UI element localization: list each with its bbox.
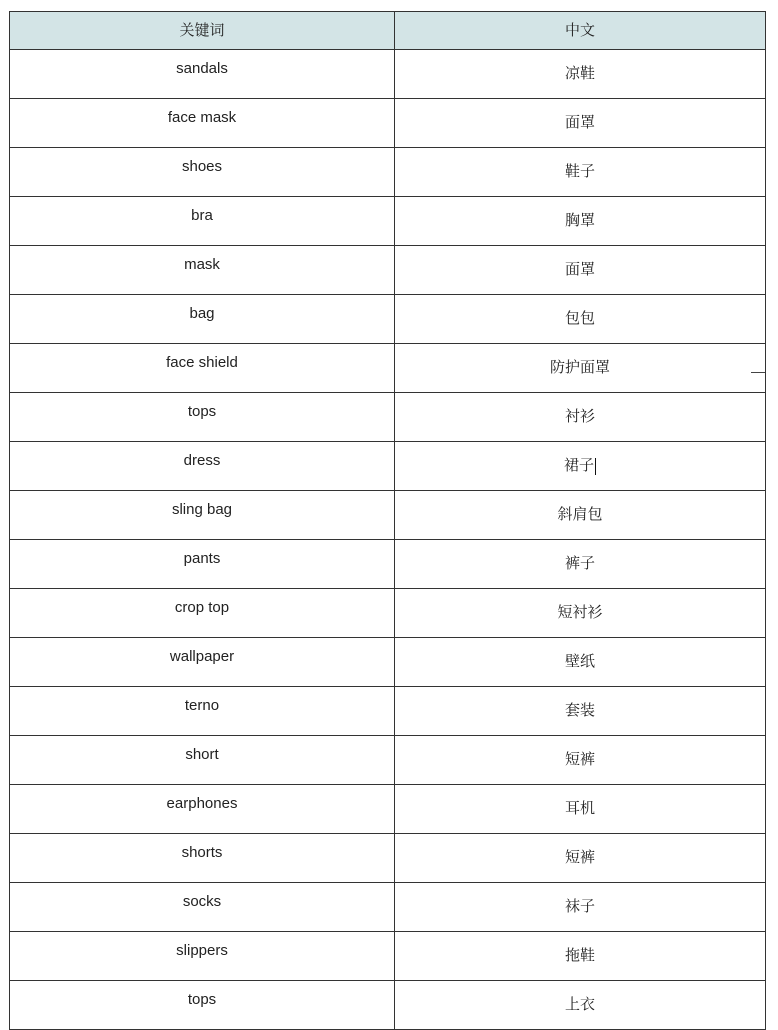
- cell-chinese[interactable]: 包包: [395, 295, 766, 344]
- header-chinese[interactable]: 中文: [395, 12, 766, 50]
- cell-chinese[interactable]: 短裤: [395, 834, 766, 883]
- cell-keyword[interactable]: mask: [10, 246, 395, 295]
- cell-keyword[interactable]: sling bag: [10, 491, 395, 540]
- cell-chinese[interactable]: 裤子: [395, 540, 766, 589]
- header-keyword[interactable]: 关键词: [10, 12, 395, 50]
- cell-keyword[interactable]: wallpaper: [10, 638, 395, 687]
- cell-chinese[interactable]: 短衬衫: [395, 589, 766, 638]
- cell-keyword[interactable]: face mask: [10, 99, 395, 148]
- cell-keyword[interactable]: bra: [10, 197, 395, 246]
- cell-chinese[interactable]: 套装: [395, 687, 766, 736]
- cell-chinese[interactable]: 凉鞋: [395, 50, 766, 99]
- cell-keyword[interactable]: short: [10, 736, 395, 785]
- table-row: [10, 540, 766, 589]
- cell-chinese[interactable]: 鞋子: [395, 148, 766, 197]
- text-cursor: [595, 458, 596, 475]
- table-row: [10, 344, 766, 393]
- cell-chinese[interactable]: 拖鞋: [395, 932, 766, 981]
- table-row: [10, 148, 766, 197]
- cell-chinese-active[interactable]: [395, 442, 766, 491]
- cell-keyword[interactable]: shorts: [10, 834, 395, 883]
- table-row: [10, 393, 766, 442]
- table-row: [10, 50, 766, 99]
- keyword-table: [9, 11, 766, 1030]
- table-header-row: [10, 12, 766, 50]
- table-row: [10, 687, 766, 736]
- table-row: [10, 491, 766, 540]
- table-resize-handle[interactable]: [751, 372, 765, 373]
- table-row: [10, 932, 766, 981]
- table-row: [10, 246, 766, 295]
- cell-chinese[interactable]: 斜肩包: [395, 491, 766, 540]
- table-row: [10, 883, 766, 932]
- cell-keyword[interactable]: tops: [10, 981, 395, 1030]
- table-row: [10, 785, 766, 834]
- cell-chinese[interactable]: 短裤: [395, 736, 766, 785]
- cell-keyword[interactable]: crop top: [10, 589, 395, 638]
- table-row: [10, 589, 766, 638]
- cell-chinese[interactable]: 胸罩: [395, 197, 766, 246]
- cell-keyword[interactable]: terno: [10, 687, 395, 736]
- table-row: [10, 442, 766, 491]
- table-row: [10, 295, 766, 344]
- cell-chinese[interactable]: 防护面罩: [395, 344, 766, 393]
- table-row: [10, 99, 766, 148]
- table-row: [10, 834, 766, 883]
- cell-chinese[interactable]: 面罩: [395, 246, 766, 295]
- cell-keyword[interactable]: pants: [10, 540, 395, 589]
- cell-keyword[interactable]: tops: [10, 393, 395, 442]
- cell-keyword[interactable]: slippers: [10, 932, 395, 981]
- cell-chinese[interactable]: 袜子: [395, 883, 766, 932]
- cell-chinese[interactable]: 壁纸: [395, 638, 766, 687]
- cell-keyword[interactable]: sandals: [10, 50, 395, 99]
- table-row: [10, 736, 766, 785]
- cell-chinese[interactable]: 耳机: [395, 785, 766, 834]
- cell-keyword[interactable]: dress: [10, 442, 395, 491]
- table-row: [10, 981, 766, 1030]
- keyword-table-container: [9, 11, 765, 1030]
- cell-keyword[interactable]: earphones: [10, 785, 395, 834]
- cell-keyword[interactable]: socks: [10, 883, 395, 932]
- cell-chinese-text: 裙子: [563, 457, 594, 474]
- cell-chinese[interactable]: 面罩: [395, 99, 766, 148]
- cell-keyword[interactable]: face shield: [10, 344, 395, 393]
- table-row: [10, 638, 766, 687]
- cell-chinese[interactable]: 上衣: [395, 981, 766, 1030]
- table-row: [10, 197, 766, 246]
- cell-keyword[interactable]: bag: [10, 295, 395, 344]
- cell-chinese[interactable]: 衬衫: [395, 393, 766, 442]
- cell-keyword[interactable]: shoes: [10, 148, 395, 197]
